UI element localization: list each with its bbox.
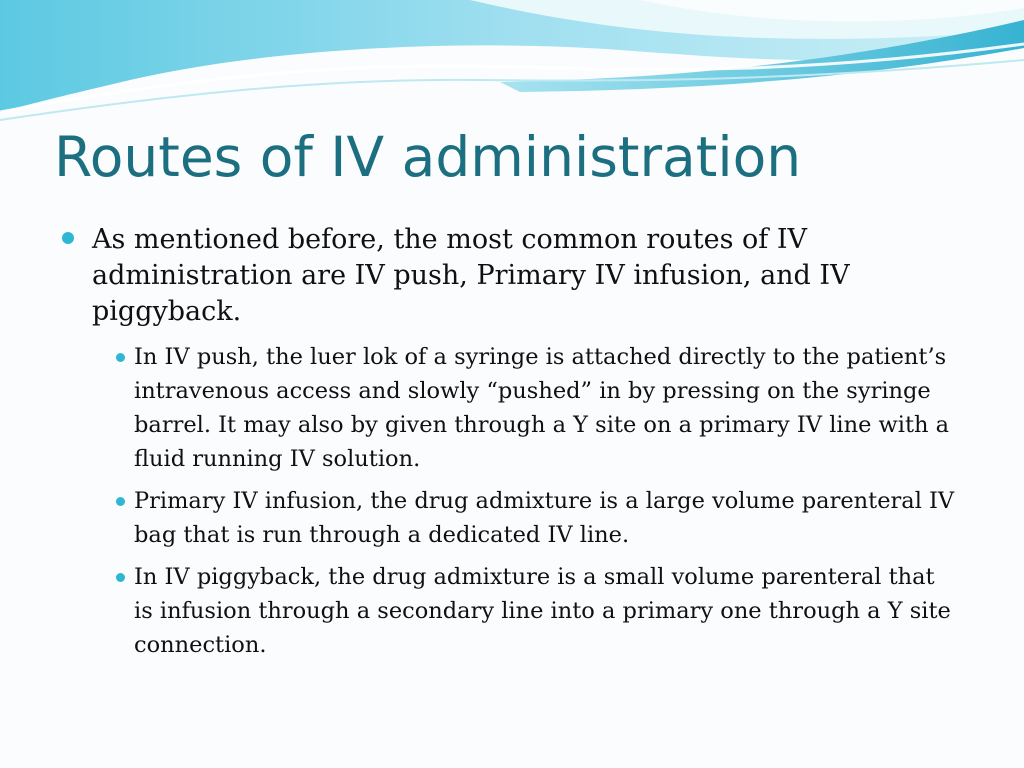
sub-bullet-item <box>92 340 960 476</box>
sub-bullet-list <box>92 340 960 662</box>
slide-body <box>60 222 960 670</box>
sub-bullet-text: In IV piggyback, the drug admixture is a small volume parenteral that is infusion through a secondary line into a primary one through a Y site connection. <box>134 564 951 658</box>
sub-bullet-dot-icon <box>116 497 125 506</box>
sub-bullet-dot-icon <box>116 573 125 582</box>
bullet-dot-icon <box>62 232 74 244</box>
bullet-text: As mentioned before, the most common routes of IV administration are IV push, Primary IV infusion, and IV piggyback. <box>92 224 850 327</box>
bullet-item <box>60 222 960 662</box>
sub-bullet-text: In IV push, the luer lok of a syringe is attached directly to the patient’s intravenous access and slowly “pushed” in by pressing on the syringe barrel. It may also by given through a Y site on a primary IV line with a fluid running IV solution. <box>134 344 950 472</box>
sub-bullet-item <box>92 484 960 552</box>
bullet-list <box>60 222 960 662</box>
sub-bullet-dot-icon <box>116 353 125 362</box>
slide-title: Routes of IV administration <box>54 125 802 189</box>
sub-bullet-text: Primary IV infusion, the drug admixture is a large volume parenteral IV bag that is run through a dedicated IV line. <box>134 488 955 548</box>
header-wave-decoration <box>0 0 1024 130</box>
sub-bullet-item <box>92 560 960 662</box>
